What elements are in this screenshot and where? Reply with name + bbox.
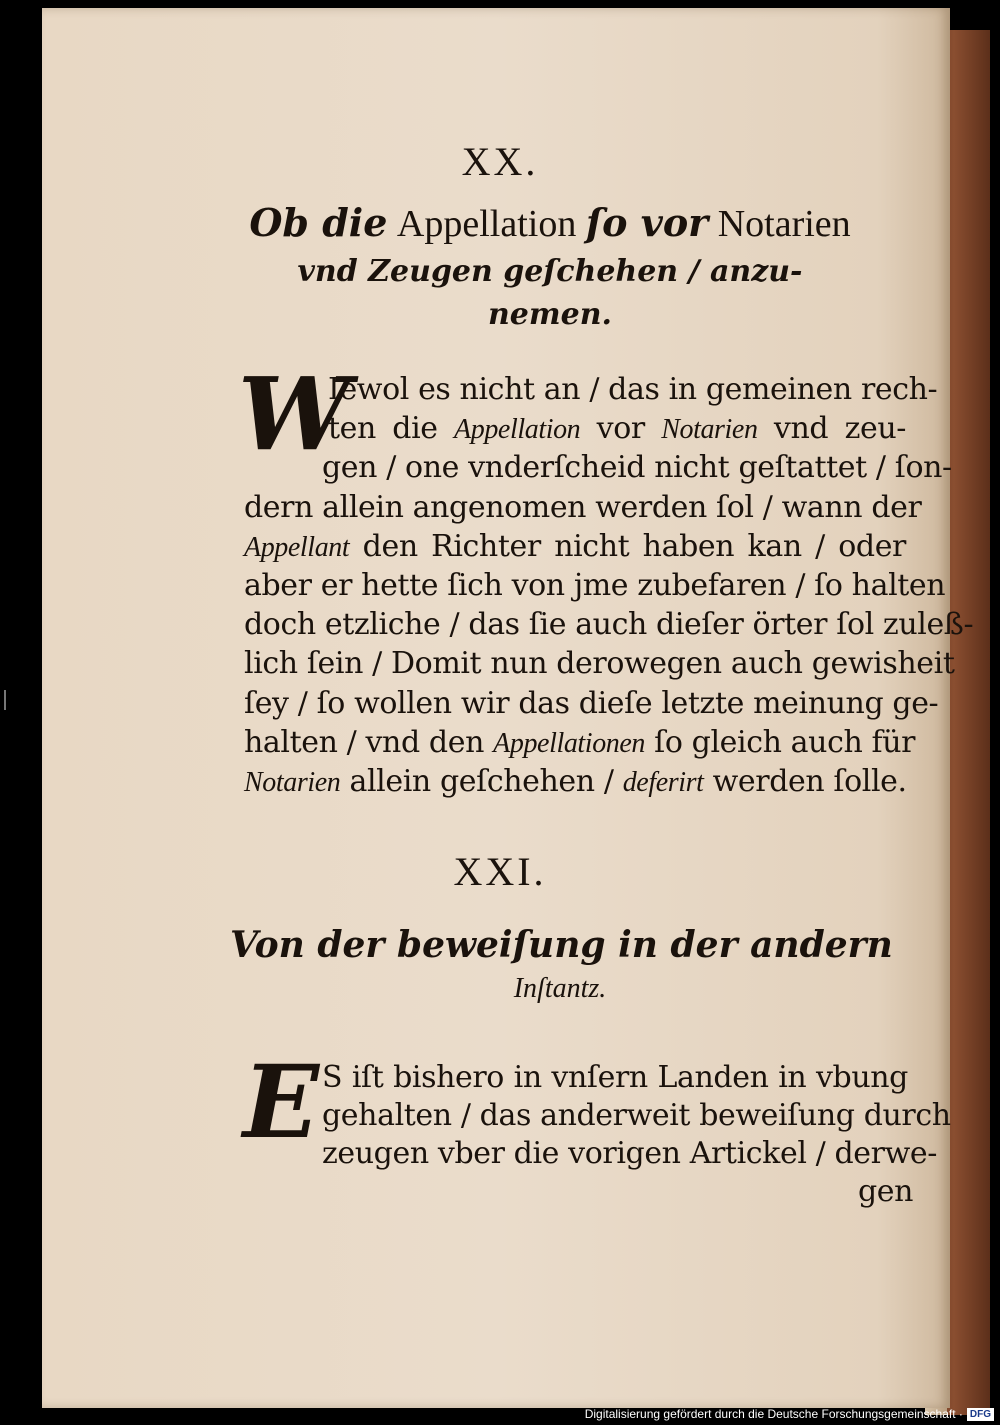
decorated-initial: W xyxy=(238,355,351,473)
latin-term: Notarien xyxy=(661,414,758,446)
latin-term: Notarien xyxy=(244,767,341,798)
dfg-logo: DFG xyxy=(967,1408,994,1421)
section-number-xxi: XXI. xyxy=(453,849,547,894)
text-line xyxy=(322,450,952,486)
text-run: vor xyxy=(580,411,662,447)
decorated-initial: E xyxy=(242,1043,320,1161)
latin-term: Appellation xyxy=(454,414,581,446)
text-run: gen xyxy=(858,1174,914,1209)
text-line xyxy=(322,1098,951,1133)
section-heading-xxi xyxy=(230,920,893,1008)
heading-text: Ob die xyxy=(249,200,388,245)
heading-line: Von der beweiſung in der andern xyxy=(230,924,893,966)
text-run: S iſt bishero in vnſern Landen in vbung xyxy=(322,1060,908,1095)
text-line xyxy=(858,1174,914,1209)
text-run: Iewol es nicht an / das in gemeinen rech- xyxy=(328,372,938,407)
text-line xyxy=(244,646,955,682)
text-line xyxy=(244,489,922,525)
heading-line xyxy=(200,198,900,249)
text-run: doch etzliche / das ſie auch dieſer örter ſol zuleß- xyxy=(244,607,974,643)
text-run: lich ſein / Domit nun derowegen auch gewisheit xyxy=(244,646,955,682)
text-run: den Richter nicht haben kan / oder xyxy=(349,528,906,564)
text-run: ten die xyxy=(328,411,455,447)
latin-term: Appellant xyxy=(244,531,350,563)
text-line xyxy=(244,607,974,643)
text-run: ſey / ſo wollen wir das dieſe letzte meinung ge- xyxy=(244,685,939,721)
text-line xyxy=(244,724,916,760)
text-line xyxy=(244,685,939,721)
text-line xyxy=(328,372,938,407)
footer-text: Digitalisierung gefördert durch die Deutsche Forschungsgemeinschaft · xyxy=(584,1407,963,1421)
text-run: aber er hette ſich von jme zubefaren / ſo halten xyxy=(244,568,946,603)
section-heading-xx xyxy=(200,198,900,335)
scan-margin-mark xyxy=(4,690,6,710)
text-line xyxy=(244,764,906,799)
text-line xyxy=(244,529,906,564)
text-run: gehalten / das anderweit beweiſung durch xyxy=(322,1098,951,1133)
text-line xyxy=(322,1060,908,1095)
latin-term: Appellationen xyxy=(493,727,646,759)
text-line xyxy=(328,411,906,446)
text-run: vnd zeu- xyxy=(757,411,906,447)
text-run: ſo gleich auch für xyxy=(645,724,916,760)
text-run: dern allein angenomen werden ſol / wann der xyxy=(244,489,922,525)
section-number-xx: XX. xyxy=(461,139,539,184)
text-line xyxy=(322,1136,937,1171)
text-run: zeugen vber die vorigen Artickel / derwe- xyxy=(322,1136,937,1171)
heading-line-latin: Inſtantz. xyxy=(513,973,607,1004)
digitization-footer xyxy=(585,1405,994,1423)
text-line xyxy=(244,568,946,603)
latin-term: deferirt xyxy=(622,767,704,798)
heading-text: ſo vor xyxy=(585,200,709,245)
text-run: werden ſolle. xyxy=(703,764,907,799)
heading-line: vnd Zeugen geſchehen / anzu- xyxy=(297,254,803,289)
heading-line: nemen. xyxy=(488,297,612,332)
heading-text-latin: Appellation xyxy=(396,203,577,245)
heading-text-latin: Notarien xyxy=(717,203,851,245)
text-run: allein geſchehen / xyxy=(340,764,623,799)
text-run: gen / one vnderſcheid nicht geſtattet / ſon- xyxy=(322,450,952,486)
text-run: halten / vnd den xyxy=(244,724,494,760)
